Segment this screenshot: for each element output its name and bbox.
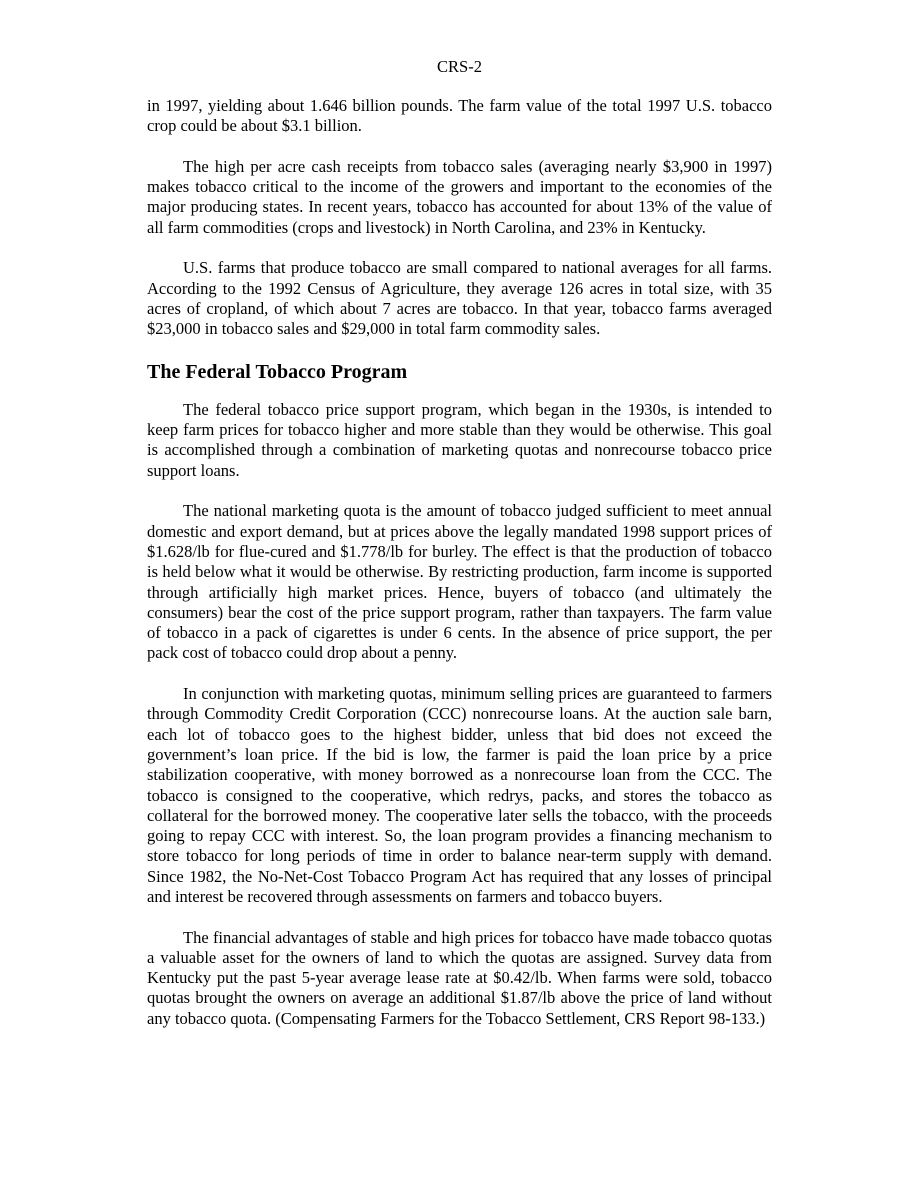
section-heading: The Federal Tobacco Program bbox=[147, 360, 408, 383]
paragraph-cash-receipts: The high per acre cash receipts from tobacco sales (averaging nearly $3,900 in 1997) makes tobacco critical to the income of the growers and important to the economies of the major producing states. In recent years, tobacco has accounted for about 13% of the value of all farm commodities (crops and livestock) in North Carolina, and 23% in Kentucky. bbox=[147, 156, 772, 237]
paragraph-marketing-quota: The national marketing quota is the amount of tobacco judged sufficient to meet annual domestic and export demand, but at prices above the legally mandated 1998 support prices of $1.628/lb for flue-cured and $1.778/lb for burley. The effect is that the production of tobacco is held below what it would be otherwise. By restricting production, farm income is supported through artificially high market prices. Hence, buyers of tobacco (and ultimately the consumers) bear the cost of the price support program, rather than taxpayers. The farm value of tobacco in a pack of cigarettes is under 6 cents. In the absence of price support, the per pack cost of tobacco could drop about a penny. bbox=[147, 501, 772, 663]
paragraph-nonrecourse-loans: In conjunction with marketing quotas, minimum selling prices are guaranteed to farmers through Commodity Credit Corporation (CCC) nonrecourse loans. At the auction sale barn, each lot of tobacco goes to the highest bidder, unless that bid does not exceed the government’s loan price. If the bid is low, the farmer is paid the loan price by a price stabilization cooperative, with money borrowed as a nonrecourse loan from the CCC. The tobacco is consigned to the cooperative, which redrys, packs, and stores the tobacco as collateral for the borrowed money. The cooperative later sells the tobacco, with the proceeds going to repay CCC with interest. So, the loan program provides a financing mechanism to store tobacco for long periods of time in order to balance near-term supply with demand. Since 1982, the No-Net-Cost Tobacco Program Act has required that any losses of principal and interest be recovered through assessments on farmers and tobacco buyers. bbox=[147, 684, 772, 906]
paragraph-program-overview: The federal tobacco price support program, which began in the 1930s, is intended to keep farm prices for tobacco higher and more stable than they would be otherwise. This goal is accomplished through a combination of marketing quotas and nonrecourse tobacco price support loans. bbox=[147, 399, 772, 480]
page-header: CRS-2 bbox=[437, 57, 482, 76]
paragraph-continuation: in 1997, yielding about 1.646 billion pounds. The farm value of the total 1997 U.S. tobacco crop could be about $3.1 billion. bbox=[147, 96, 772, 136]
paragraph-farm-size: U.S. farms that produce tobacco are small compared to national averages for all farms. According to the 1992 Census of Agriculture, they average 126 acres in total size, with 35 acres of cropland, of which about 7 acres are tobacco. In that year, tobacco farms averaged $23,000 in tobacco sales and $29,000 in total farm commodity sales. bbox=[147, 258, 772, 339]
document-body bbox=[147, 96, 772, 1029]
paragraph-quota-value: The financial advantages of stable and high prices for tobacco have made tobacco quotas a valuable asset for the owners of land to which the quotas are assigned. Survey data from Kentucky put the past 5-year average lease rate at $0.42/lb. When farms were sold, tobacco quotas brought the owners on average an additional $1.87/lb above the price of land without any tobacco quota. (Compensating Farmers for the Tobacco Settlement, CRS Report 98-133.) bbox=[147, 927, 772, 1028]
